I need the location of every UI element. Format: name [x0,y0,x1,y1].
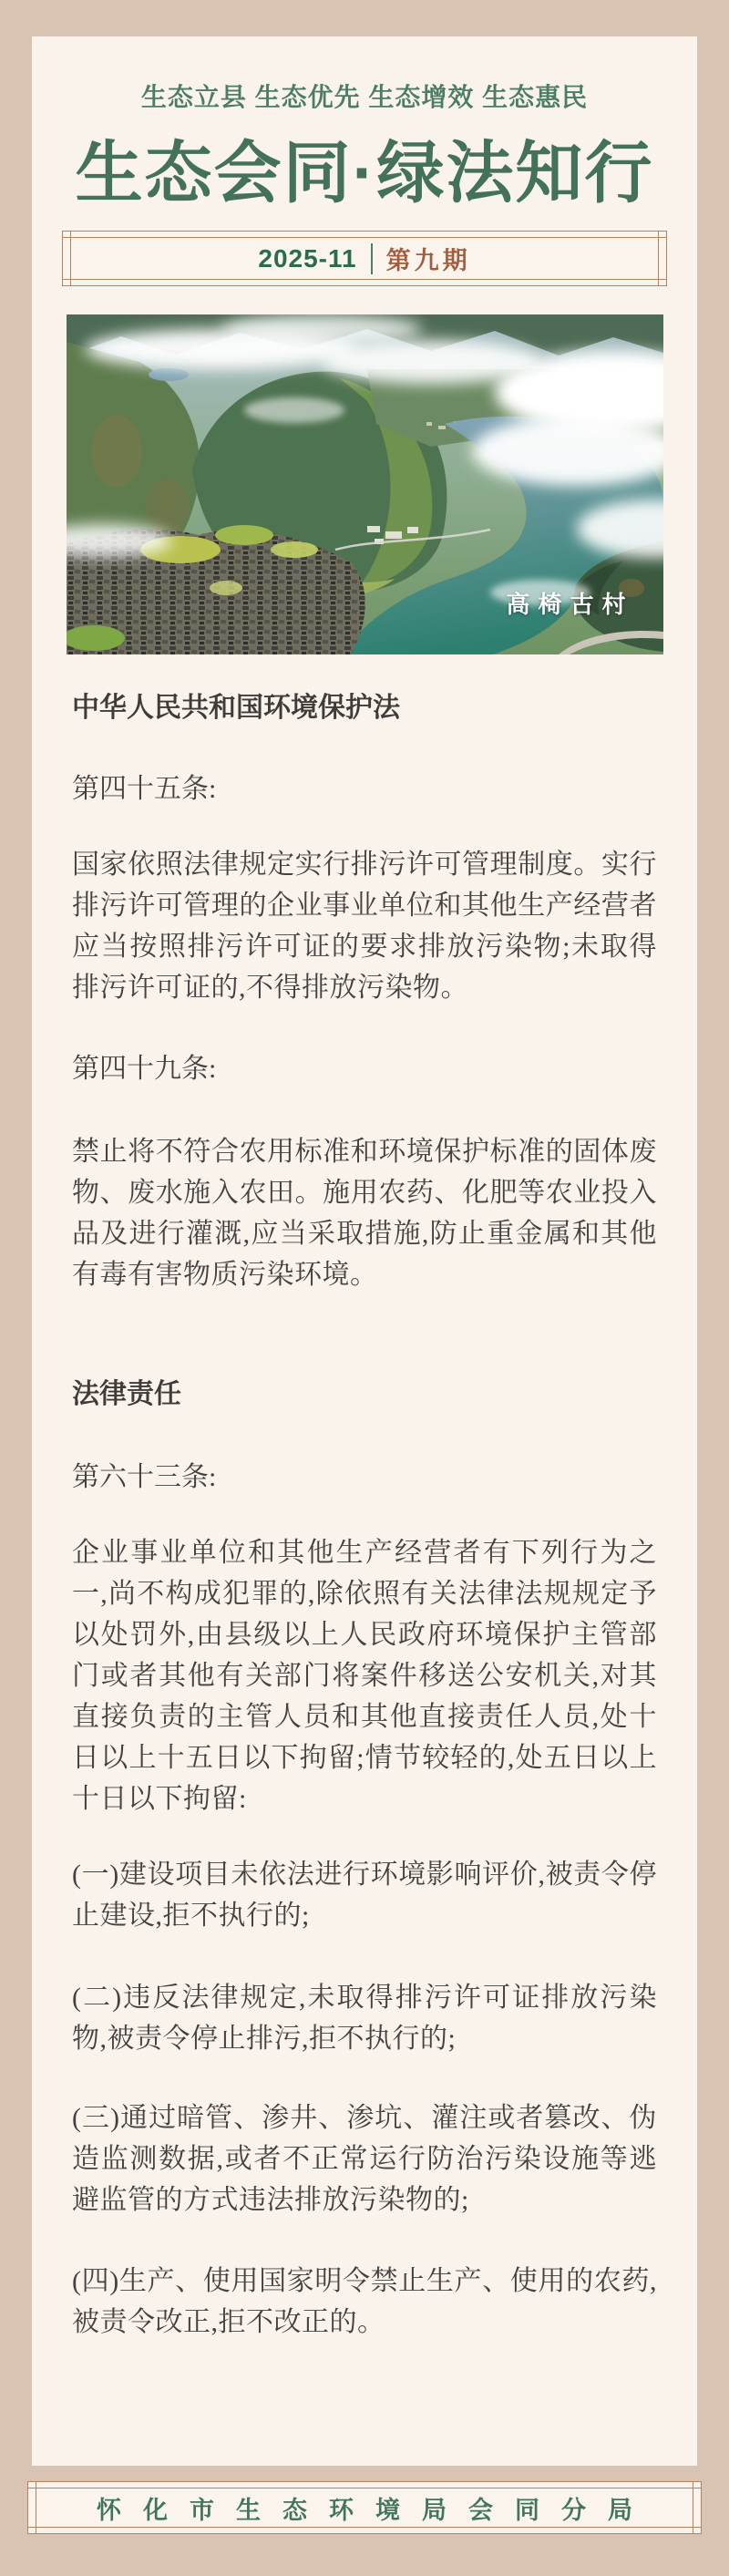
issue-bar [62,231,667,286]
photo-caption: 高椅古村 [506,592,634,618]
village-photo [67,314,663,654]
article-45-text: 国家依照法律规定实行排污许可管理制度。实行排污许可管理的企业事业单位和其他生产经营者应当按照排污许可证的要求排放污染物;未取得排污许可证的,不得排放污染物。 [72,850,657,1003]
article-63-item-2: (二)违反法律规定,未取得排污许可证排放污染物,被责令停止排污,拒不执行的; [72,1983,657,2054]
issue-number: 第九期 [385,247,471,274]
article-49-text: 禁止将不符合农用标准和环境保护标准的固体废物、废水施入农田。施用农药、化肥等农业投入品及进行灌溉,应当采取措施,防止重金属和其他有毒有害物质污染环境。 [72,1137,657,1290]
law-name-heading: 中华人民共和国环境保护法 [72,693,400,723]
footer-bar [27,2481,702,2534]
newsletter-title: 生态会同·绿法知行 [75,135,654,211]
article-63-text: 企业事业单位和其他生产经营者有下列行为之一,尚不构成犯罪的,除依照有关法律法规规定予以处罚外,由县级以上人民政府环境保护主管部门或者其他有关部门将案件移送公安机关,对其直接负责的主管人员和其他直接责任人员,处十日以上十五日以下拘留;情节较轻的,处五日以上十日以下拘留: [72,1538,657,1814]
issue-date: 2025-11 [258,243,357,273]
article-63-label: 第六十三条: [72,1462,217,1492]
article-63-item-4: (四)生产、使用国家明令禁止生产、使用的农药,被责令改正,拒不改正的。 [72,2266,657,2337]
article-45-label: 第四十五条: [72,774,217,804]
article-63-item-1: (一)建设项目未依法进行环境影响评价,被责令停止建设,拒不执行的; [72,1860,657,1931]
eco-slogan: 生态立县 生态优先 生态增效 生态惠民 [140,83,589,111]
article-49-label: 第四十九条: [72,1054,217,1084]
issue-divider-line [371,243,373,274]
legal-liability-heading: 法律责任 [72,1379,181,1409]
law-content [72,693,657,2343]
content-panel [32,36,697,2466]
footer-agency: 怀化市生态环境局会同分局 [97,2496,654,2524]
article-63-item-3: (三)通过暗管、渗井、渗坑、灌注或者篡改、伪造监测数据,或者不正常运行防治污染设施等逃避监管的方式违法排放污染物的; [72,2103,657,2215]
